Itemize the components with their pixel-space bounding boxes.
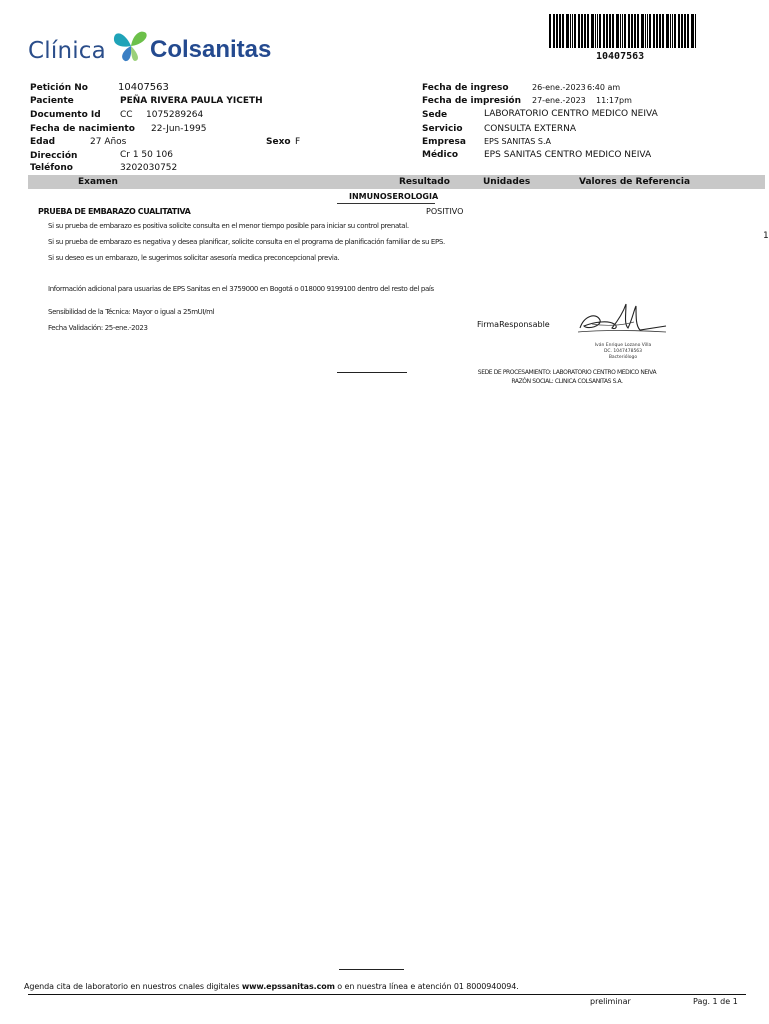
processing-site-line: SEDE DE PROCESAMIENTO: LABORATORIO CENTRO MEDICO NEIVA (477, 369, 657, 376)
col-valores-referencia: Valores de Referencia (579, 177, 691, 187)
telefono-label: Teléfono (30, 163, 73, 173)
barcode-bar (666, 14, 669, 48)
butterfly-logo-icon (111, 28, 151, 64)
company-name-line: RAZÓN SOCIAL: CLINICA COLSANITAS S.A. (511, 378, 623, 385)
barcode-bar (624, 14, 626, 48)
barcode-bar (641, 14, 644, 48)
note-contact: Información adicional para usuarias de EPS Sanitas en el 3759000 en Bogotá o 018000 9199100 dentro del resto del país (48, 285, 434, 293)
col-resultado: Resultado (399, 177, 450, 187)
medico-value: EPS SANITAS CENTRO MEDICO NEIVA (484, 150, 652, 160)
sexo-value: F (295, 137, 301, 147)
barcode-bar (553, 14, 555, 48)
barcode-bar (595, 14, 596, 48)
barcode-bar (659, 14, 661, 48)
signature-label: FirmaResponsable (477, 320, 550, 329)
edad-value: 27 Años (90, 137, 127, 147)
barcode-bar (572, 14, 573, 48)
barcode-bar (574, 14, 576, 48)
barcode-bar (653, 14, 655, 48)
barcode-bar (578, 14, 580, 48)
sexo-label: Sexo (266, 137, 291, 147)
barcode-bar (620, 14, 621, 48)
barcode-bar (637, 14, 639, 48)
processing-site (473, 368, 661, 386)
barcode-bar (570, 14, 571, 48)
barcode-bar (684, 14, 686, 48)
barcode-bar (559, 14, 561, 48)
impresion-date: 27-ene.-2023 (532, 96, 586, 105)
footer-message-start: Agenda cita de laboratorio en nuestros cnales digitales (24, 982, 242, 991)
barcode-bar (662, 14, 664, 48)
edge-mark: 1 (763, 231, 769, 241)
barcode-bar (616, 14, 619, 48)
footer-message-end: o en nuestra línea e atención 01 8000940094. (334, 982, 519, 991)
paciente-label: Paciente (30, 96, 74, 106)
servicio-value: CONSULTA EXTERNA (484, 124, 577, 134)
footer-rule (28, 994, 746, 995)
barcode-bar (695, 14, 696, 48)
barcode-bar (562, 14, 564, 48)
barcode-bar (603, 14, 605, 48)
paciente-value: PEÑA RIVERA PAULA YICETH (120, 96, 263, 106)
documento-value: 1075289264 (146, 110, 204, 120)
barcode-number: 10407563 (596, 51, 645, 62)
telefono-value: 3202030752 (120, 163, 178, 173)
barcode-bar (599, 14, 601, 48)
ingreso-label: Fecha de ingreso (422, 83, 509, 93)
barcode-bar (691, 14, 694, 48)
footer-message (24, 982, 519, 991)
peticion-label: Petición No (30, 83, 88, 93)
barcode-bar (581, 14, 583, 48)
barcode-bar (681, 14, 683, 48)
exam-name: PRUEBA DE EMBARAZO CUALITATIVA (38, 207, 191, 216)
barcode-bar (556, 14, 558, 48)
barcode-bar (670, 14, 671, 48)
empresa-value: EPS SANITAS S.A (484, 137, 551, 146)
documento-type: CC (120, 110, 133, 120)
handwritten-signature (574, 300, 668, 348)
barcode-bar (649, 14, 651, 48)
footer-short-line (339, 969, 404, 970)
note-validation-date: Fecha Validación: 25-ene.-2023 (48, 324, 148, 332)
barcode-bar (678, 14, 680, 48)
sede-value: LABORATORIO CENTRO MEDICO NEIVA (484, 109, 658, 119)
barcode-bar (656, 14, 658, 48)
barcode-bar (634, 14, 636, 48)
col-unidades: Unidades (483, 177, 531, 187)
section-underline (337, 203, 435, 204)
exam-result: POSITIVO (426, 207, 464, 216)
signature-name: Iván Enrique Lozano Villa (594, 343, 652, 348)
medico-label: Médico (422, 150, 459, 160)
section-title: INMUNOSEROLOGIA (349, 192, 439, 201)
peticion-value: 10407563 (118, 82, 169, 93)
barcode-bar (674, 14, 676, 48)
barcode-bar (591, 14, 594, 48)
barcode-bar (566, 14, 569, 48)
signature-id: DC. 1047478563 (603, 349, 643, 354)
logo-text-colsanitas: Colsanitas (150, 36, 272, 63)
barcode-bar (631, 14, 633, 48)
ingreso-time: 6:40 am (587, 83, 621, 92)
barcode-bar (622, 14, 623, 48)
barcode-bar (612, 14, 614, 48)
col-examen: Examen (78, 177, 118, 187)
barcode-bar (609, 14, 611, 48)
note-negative: Si su prueba de embarazo es negativa y desea planificar, solicite consulta en el programa de planificación familiar de su EPS. (48, 238, 445, 246)
barcode-bar (549, 14, 551, 48)
footer-link[interactable]: www.epssanitas.com (241, 982, 335, 991)
ingreso-date: 26-ene.-2023 (532, 83, 586, 92)
impresion-label: Fecha de impresión (422, 96, 521, 106)
barcode (549, 14, 699, 48)
barcode-bar (672, 14, 673, 48)
note-positive: Si su prueba de embarazo es positiva solicite consulta en el menor tiempo posible para iniciar su control prenatal. (48, 222, 409, 230)
direccion-label: Dirección (30, 151, 78, 161)
barcode-bar (587, 14, 589, 48)
barcode-bar (645, 14, 646, 48)
edad-label: Edad (30, 137, 56, 147)
barcode-bar (584, 14, 586, 48)
note-preconception: Si su deseo es un embarazo, le sugerimos solicitar asesoría medica preconcepcional previa. (48, 254, 340, 262)
divider-line (337, 372, 407, 373)
sede-label: Sede (422, 110, 448, 120)
nacimiento-label: Fecha de nacimiento (30, 124, 135, 134)
servicio-label: Servicio (422, 124, 463, 134)
barcode-bar (687, 14, 689, 48)
empresa-label: Empresa (422, 137, 466, 147)
barcode-bar (597, 14, 598, 48)
barcode-bar (628, 14, 630, 48)
document-status: preliminar (590, 997, 631, 1006)
nacimiento-value: 22-Jun-1995 (151, 124, 207, 134)
impresion-time: 11:17pm (596, 96, 632, 105)
documento-label: Documento Id (30, 110, 101, 120)
note-sensitivity: Sensibilidad de la Técnica: Mayor o igual a 25mUI/ml (48, 308, 215, 316)
logo-text-clinica: Clínica (28, 38, 106, 64)
direccion-value: Cr 1 50 106 (120, 150, 173, 160)
barcode-bar (647, 14, 648, 48)
signature-role: Bacteriólogo (608, 355, 638, 360)
page-number: Pag. 1 de 1 (693, 997, 738, 1006)
barcode-bar (606, 14, 608, 48)
